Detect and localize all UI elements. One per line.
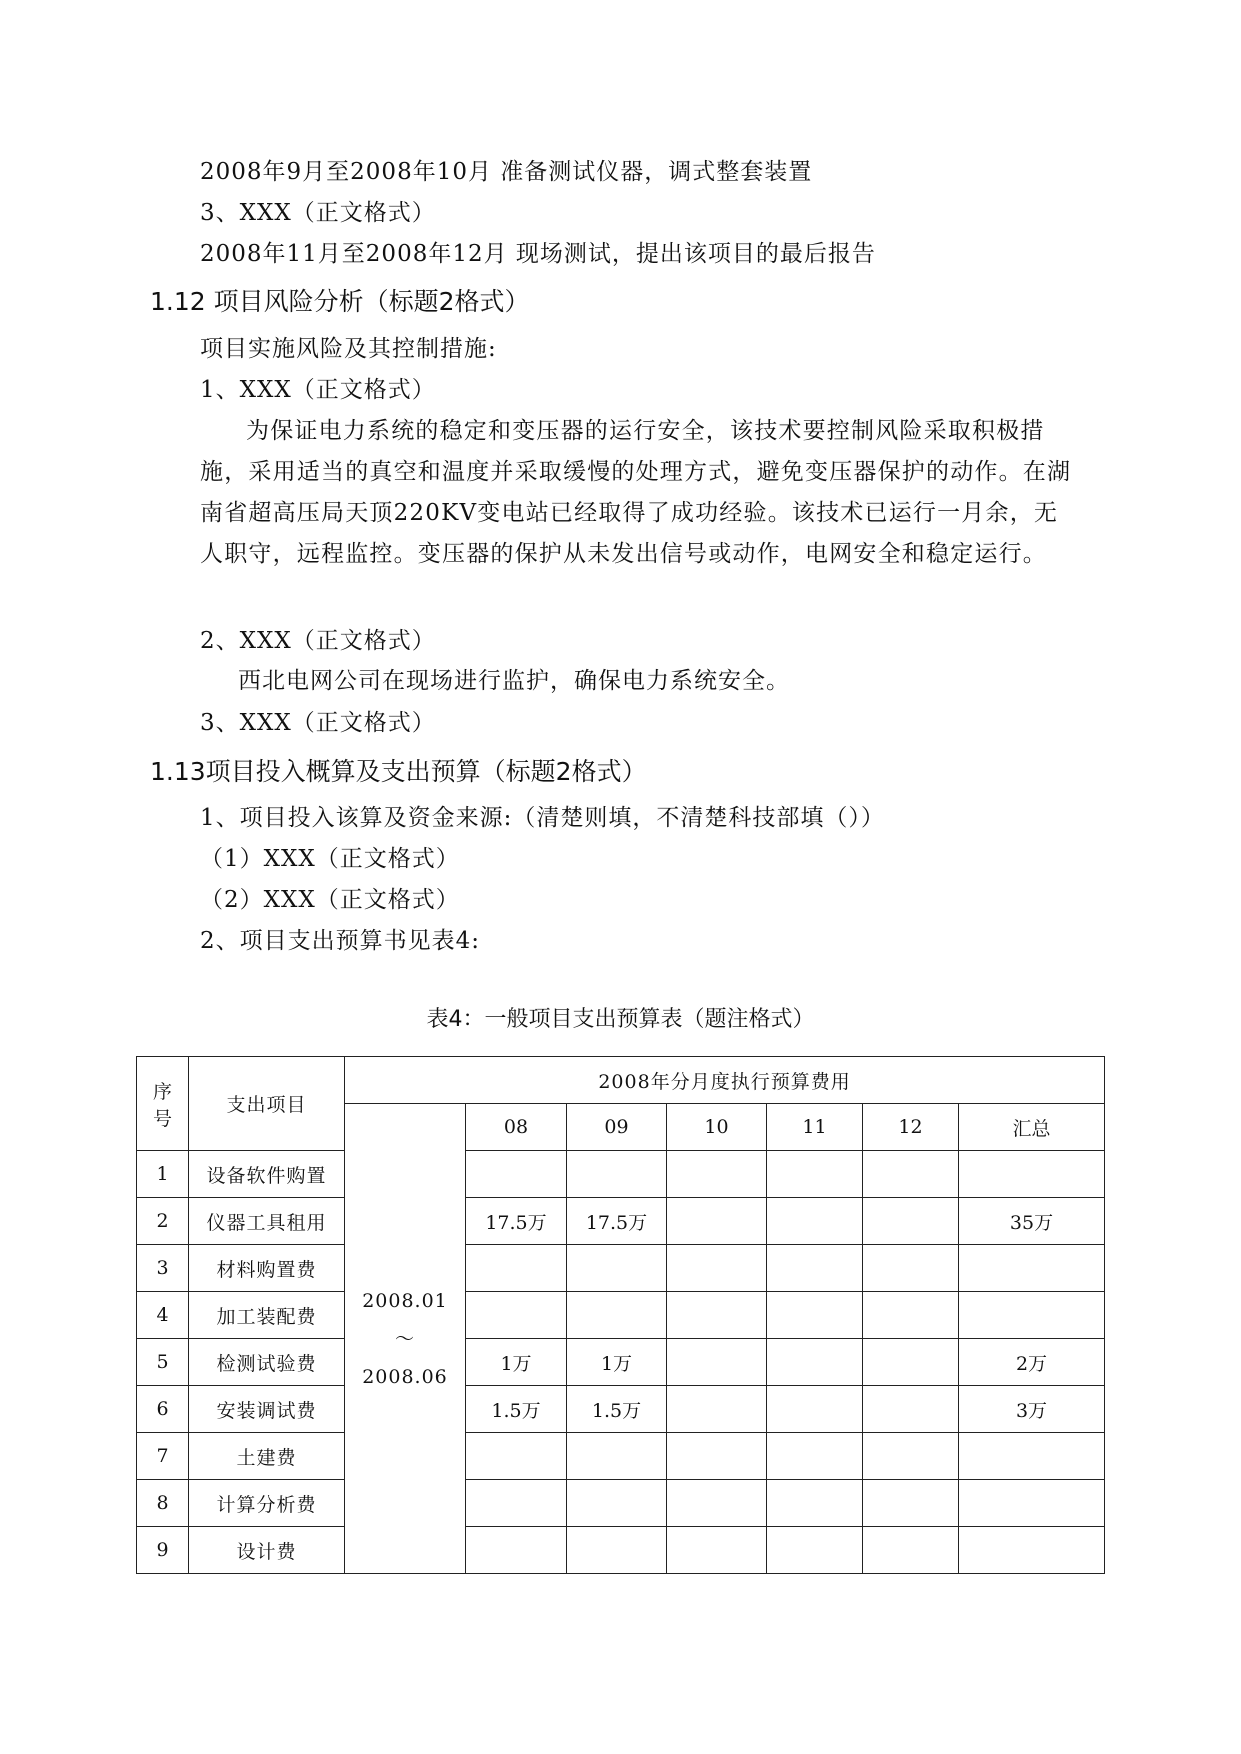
row-cell bbox=[767, 1151, 863, 1198]
risk-item-1-body: 为保证电力系统的稳定和变压器的运行安全，该技术要控制风险采取积极措施，采用适当的真空和温度并采取缓慢的处理方式，避免变压器保护的动作。在湖南省超高压局天顶220KV变电站已经取得了成功经验。该技术已运行一月余，无人职守，远程监控。变压器的保护从未发出信号或动作，电网安全和稳定运行。 bbox=[200, 418, 1072, 567]
row-cell bbox=[767, 1527, 863, 1574]
row-cell: 35万 bbox=[959, 1198, 1105, 1245]
row-item: 加工装配费 bbox=[189, 1292, 345, 1339]
row-cell: 1万 bbox=[567, 1339, 667, 1386]
row-cell bbox=[863, 1339, 959, 1386]
row-item: 仪器工具租用 bbox=[189, 1198, 345, 1245]
budget-table bbox=[136, 1056, 1105, 1574]
row-cell bbox=[959, 1151, 1105, 1198]
month-header: 汇总 bbox=[959, 1104, 1105, 1151]
table-row bbox=[137, 1292, 1105, 1339]
row-seq: 5 bbox=[137, 1339, 189, 1386]
schedule-item-3: 3、XXX（正文格式） bbox=[200, 200, 436, 226]
table-row bbox=[137, 1386, 1105, 1433]
row-cell bbox=[667, 1198, 767, 1245]
month-header: 09 bbox=[567, 1104, 667, 1151]
row-cell bbox=[863, 1151, 959, 1198]
risk-item-3: 3、XXX（正文格式） bbox=[200, 710, 436, 736]
row-cell bbox=[863, 1527, 959, 1574]
row-cell bbox=[863, 1245, 959, 1292]
row-cell bbox=[863, 1292, 959, 1339]
budget-item-1: 1、项目投入该算及资金来源:（清楚则填，不清楚科技部填（）） bbox=[200, 805, 885, 831]
row-cell bbox=[959, 1527, 1105, 1574]
row-item: 检测试验费 bbox=[189, 1339, 345, 1386]
row-cell bbox=[567, 1151, 667, 1198]
row-cell bbox=[863, 1198, 959, 1245]
heading-1-13: 1.13项目投入概算及支出预算（标题2格式） bbox=[150, 757, 647, 786]
risk-item-1: 1、XXX（正文格式） bbox=[200, 377, 436, 403]
table-caption: 表4：一般项目支出预算表（题注格式） bbox=[426, 1007, 815, 1032]
month-header: 11 bbox=[767, 1104, 863, 1151]
table-row bbox=[137, 1527, 1105, 1574]
row-cell bbox=[567, 1527, 667, 1574]
seq-header bbox=[137, 1057, 189, 1151]
row-cell bbox=[466, 1433, 567, 1480]
row-cell bbox=[667, 1480, 767, 1527]
row-cell bbox=[767, 1386, 863, 1433]
row-seq: 8 bbox=[137, 1480, 189, 1527]
schedule-line-1: 2008年9月至2008年10月 准备测试仪器，调式整套装置 bbox=[200, 159, 813, 185]
row-cell bbox=[466, 1151, 567, 1198]
row-cell bbox=[567, 1245, 667, 1292]
month-header: 10 bbox=[667, 1104, 767, 1151]
budget-sub-1: （1）XXX（正文格式） bbox=[200, 846, 460, 872]
row-cell bbox=[667, 1386, 767, 1433]
row-cell bbox=[667, 1245, 767, 1292]
row-cell bbox=[466, 1292, 567, 1339]
row-cell bbox=[767, 1292, 863, 1339]
row-cell: 2万 bbox=[959, 1339, 1105, 1386]
row-cell bbox=[767, 1433, 863, 1480]
month-header: 08 bbox=[466, 1104, 567, 1151]
heading-1-12: 1.12 项目风险分析（标题2格式） bbox=[150, 287, 530, 316]
row-cell bbox=[567, 1480, 667, 1527]
row-cell bbox=[959, 1433, 1105, 1480]
row-seq: 6 bbox=[137, 1386, 189, 1433]
row-cell bbox=[863, 1433, 959, 1480]
row-seq: 2 bbox=[137, 1198, 189, 1245]
row-cell bbox=[567, 1292, 667, 1339]
row-seq: 9 bbox=[137, 1527, 189, 1574]
row-item: 设备软件购置 bbox=[189, 1151, 345, 1198]
row-cell bbox=[667, 1527, 767, 1574]
row-cell: 1万 bbox=[466, 1339, 567, 1386]
row-cell: 3万 bbox=[959, 1386, 1105, 1433]
table-row bbox=[137, 1151, 1105, 1198]
row-cell bbox=[466, 1480, 567, 1527]
row-item: 计算分析费 bbox=[189, 1480, 345, 1527]
row-cell bbox=[466, 1245, 567, 1292]
row-cell bbox=[767, 1339, 863, 1386]
row-cell: 17.5万 bbox=[567, 1198, 667, 1245]
row-seq: 4 bbox=[137, 1292, 189, 1339]
row-item: 材料购置费 bbox=[189, 1245, 345, 1292]
table-row bbox=[137, 1245, 1105, 1292]
risk-item-2: 2、XXX（正文格式） bbox=[200, 628, 436, 654]
row-cell bbox=[667, 1433, 767, 1480]
row-cell bbox=[863, 1386, 959, 1433]
row-cell bbox=[959, 1292, 1105, 1339]
row-cell bbox=[667, 1292, 767, 1339]
row-cell bbox=[767, 1198, 863, 1245]
row-cell bbox=[767, 1480, 863, 1527]
table-row bbox=[137, 1339, 1105, 1386]
row-cell: 17.5万 bbox=[466, 1198, 567, 1245]
row-cell: 1.5万 bbox=[567, 1386, 667, 1433]
period-cell bbox=[345, 1104, 466, 1574]
risk-item-2-text: 西北电网公司在现场进行监护，确保电力系统安全。 bbox=[238, 668, 790, 694]
row-cell bbox=[959, 1480, 1105, 1527]
budget-sub-2: （2）XXX（正文格式） bbox=[200, 887, 460, 913]
group-header: 2008年分月度执行预算费用 bbox=[345, 1057, 1105, 1104]
row-seq: 7 bbox=[137, 1433, 189, 1480]
schedule-line-2: 2008年11月至2008年12月 现场测试，提出该项目的最后报告 bbox=[200, 241, 876, 267]
row-cell: 1.5万 bbox=[466, 1386, 567, 1433]
row-cell bbox=[863, 1480, 959, 1527]
table-row bbox=[137, 1198, 1105, 1245]
row-item: 土建费 bbox=[189, 1433, 345, 1480]
period-text: 2008.01～2008.06 bbox=[362, 1289, 448, 1388]
row-item: 设计费 bbox=[189, 1527, 345, 1574]
budget-item-2: 2、项目支出预算书见表4: bbox=[200, 928, 481, 954]
risk-item-1-text bbox=[200, 411, 1080, 575]
table-row bbox=[137, 1480, 1105, 1527]
row-seq: 3 bbox=[137, 1245, 189, 1292]
table-row bbox=[137, 1433, 1105, 1480]
row-cell bbox=[466, 1527, 567, 1574]
row-cell bbox=[767, 1245, 863, 1292]
item-header: 支出项目 bbox=[189, 1057, 345, 1151]
row-seq: 1 bbox=[137, 1151, 189, 1198]
month-header: 12 bbox=[863, 1104, 959, 1151]
row-item: 安装调试费 bbox=[189, 1386, 345, 1433]
risk-intro: 项目实施风险及其控制措施: bbox=[200, 336, 497, 362]
row-cell bbox=[567, 1433, 667, 1480]
row-cell bbox=[667, 1151, 767, 1198]
row-cell bbox=[959, 1245, 1105, 1292]
row-cell bbox=[667, 1339, 767, 1386]
seq-header-text: 序号 bbox=[152, 1080, 172, 1130]
